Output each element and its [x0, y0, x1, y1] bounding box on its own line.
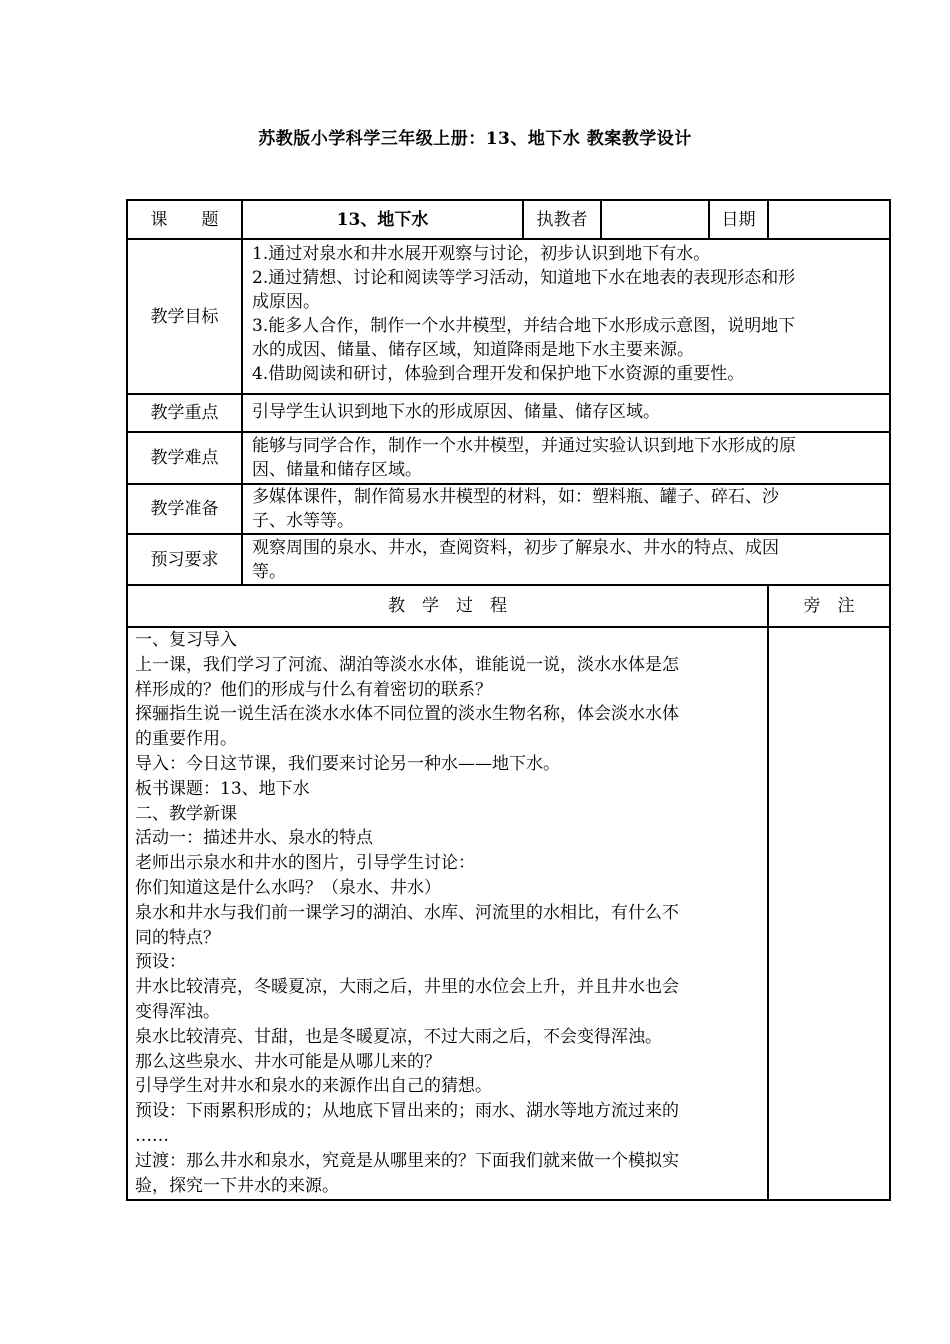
process-line: 活动一：描述井水、泉水的特点: [135, 828, 373, 849]
key-points-line: 引导学生认识到地下水的形成原因、储量、储存区域。: [252, 402, 660, 422]
process-line: 过渡：那么井水和泉水，究竟是从哪里来的？下面我们就来做一个模拟实: [135, 1150, 679, 1171]
process-header: 教 学 过 程: [388, 596, 507, 616]
preview-label: 预习要求: [150, 549, 219, 570]
process-line: 验，探究一下井水的来源。: [135, 1175, 339, 1196]
difficulties-line: 因、储量和储存区域。: [252, 460, 422, 480]
process-line: 上一课，我们学习了河流、湖泊等淡水水体，谁能说一说，淡水水体是怎: [135, 654, 679, 675]
process-line: 导入：今日这节课，我们要来讨论另一种水——地下水。: [135, 753, 560, 774]
preview-line: 观察周围的泉水、井水，查阅资料，初步了解泉水、井水的特点、成因: [252, 538, 779, 558]
objectives-line: 3.能多人合作，制作一个水井模型，并结合地下水形成示意图，说明地下: [252, 316, 796, 336]
preview-content: [252, 536, 887, 584]
key-points-label: 教学重点: [150, 403, 219, 423]
preparation-line: 多媒体课件，制作简易水井模型的材料，如：塑料瓶、罐子、碎石、沙: [252, 487, 779, 507]
difficulties-label: 教学难点: [150, 448, 219, 468]
teacher-value: [602, 201, 708, 238]
difficulties-content: [252, 434, 887, 482]
process-line: 板书课题：13、地下水: [135, 778, 310, 799]
preparation-label: 教学准备: [150, 499, 219, 519]
difficulties-line: 能够与同学合作，制作一个水井模型，并通过实验认识到地下水形成的原: [252, 436, 796, 456]
preparation-content: [252, 485, 887, 533]
process-line: 的重要作用。: [135, 729, 237, 750]
process-line: 二、教学新课: [135, 803, 237, 824]
process-line: 泉水比较清亮、甘甜，也是冬暖夏凉，不过大雨之后，不会变得浑浊。: [135, 1026, 662, 1047]
process-line: ……: [135, 1125, 169, 1146]
objectives-line: 水的成因、储量、储存区域，知道降雨是地下水主要来源。: [252, 340, 694, 360]
process-line: 你们知道这是什么水吗？（泉水、井水）: [135, 877, 441, 898]
process-line: 预设：下雨累积形成的；从地底下冒出来的；雨水、湖水等地方流过来的: [135, 1101, 679, 1122]
teacher-label: 执教者: [536, 209, 588, 230]
process-line: 井水比较清亮，冬暖夏凉，大雨之后，井里的水位会上升，并且井水也会: [135, 977, 679, 998]
topic-value: 13、地下水: [336, 209, 429, 230]
date-value: [769, 201, 889, 238]
topic-label: 课 题: [150, 209, 219, 230]
key-points-content: [252, 400, 887, 424]
objectives-label: 教学目标: [150, 306, 219, 327]
process-line: 探骊指生说一说生活在淡水水体不同位置的淡水生物名称，体会淡水水体: [135, 704, 679, 725]
process-line: 一、复习导入: [135, 630, 237, 650]
process-line: 老师出示泉水和井水的图片，引导学生讨论：: [135, 853, 475, 874]
objectives-line: 2.通过猜想、讨论和阅读等学习活动，知道地下水在地表的表现形态和形: [252, 268, 796, 288]
process-content: [135, 628, 765, 1198]
objectives-line: 成原因。: [252, 292, 320, 312]
preview-line: 等。: [252, 562, 286, 582]
process-line: 同的特点？: [135, 927, 220, 948]
preparation-line: 子、水等等。: [252, 511, 354, 531]
process-line: 变得浑浊。: [135, 1001, 220, 1022]
document-title: 苏教版小学科学三年级上册：13、地下水 教案教学设计: [258, 129, 692, 149]
objectives-line: 4.借助阅读和研讨，体验到合理开发和保护地下水资源的重要性。: [252, 364, 745, 384]
objectives-line: 1.通过对泉水和井水展开观察与讨论，初步认识到地下有水。: [252, 244, 711, 264]
process-line: 引导学生对井水和泉水的来源作出自己的猜想。: [135, 1076, 492, 1097]
process-line: 那么这些泉水、井水可能是从哪儿来的？: [135, 1051, 441, 1072]
process-line: 泉水和井水与我们前一课学习的湖泊、水库、河流里的水相比，有什么不: [135, 902, 679, 923]
notes-header: 旁 注: [803, 596, 855, 616]
process-line: 预设：: [135, 952, 186, 973]
objectives-content: [252, 242, 887, 386]
process-line: 样形成的？他们的形成与什么有着密切的联系？: [135, 679, 492, 700]
date-label: 日期: [721, 209, 756, 230]
